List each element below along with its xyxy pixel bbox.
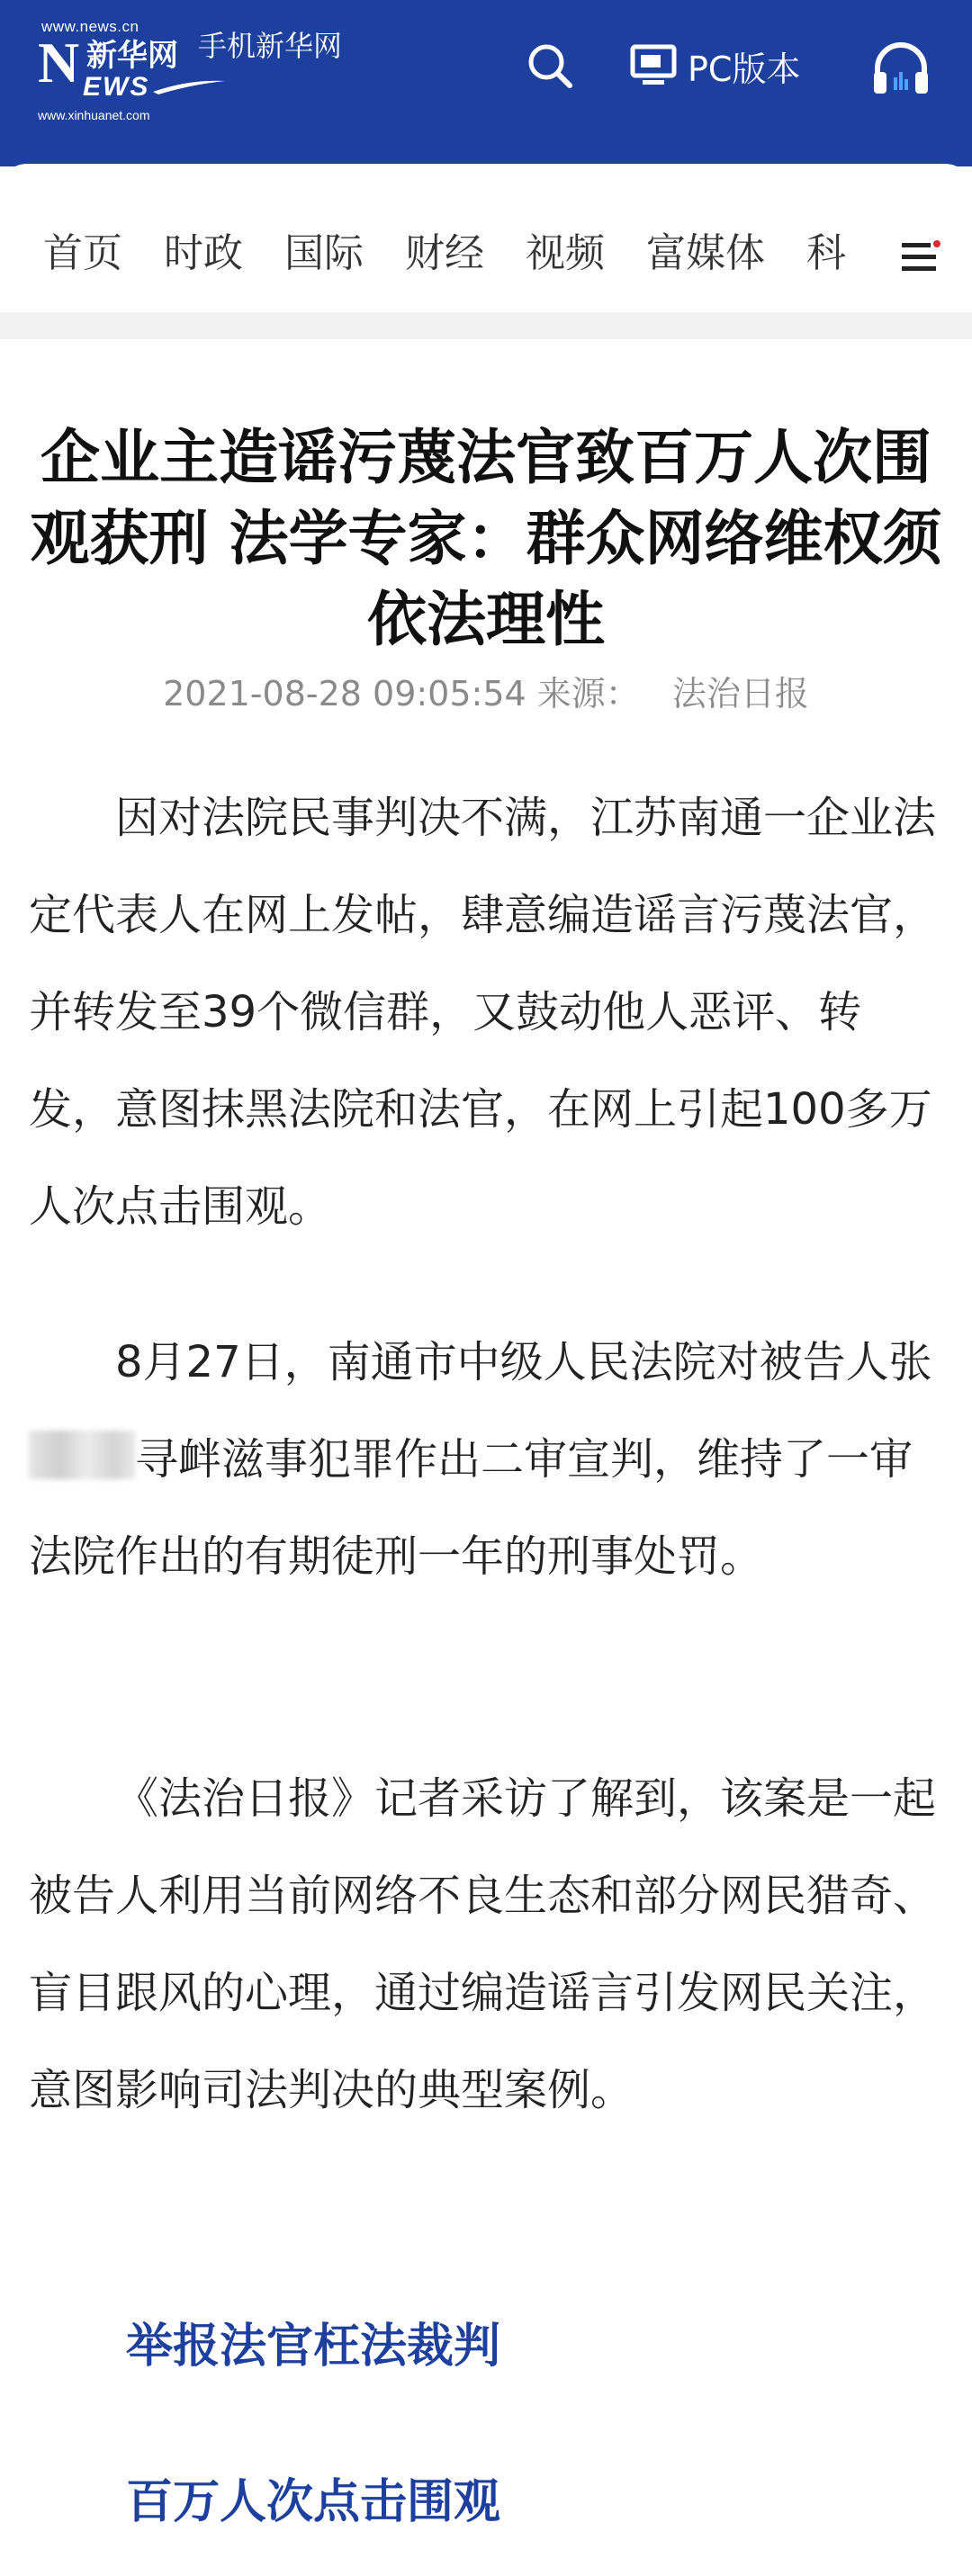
redacted-name [29, 1431, 135, 1479]
monitor-icon [630, 44, 677, 87]
logo-url-top: www.news.cn [41, 18, 140, 35]
search-icon [525, 40, 575, 91]
channel-nav [0, 164, 972, 312]
top-header [0, 0, 972, 166]
nav-item-video[interactable]: 视频 [526, 230, 605, 276]
nav-item-world[interactable]: 国际 [284, 230, 364, 276]
logo-ews: EWS [83, 72, 150, 102]
article-source-label: 来源： [536, 674, 640, 714]
menu-icon [898, 234, 943, 279]
nav-item-finance[interactable]: 财经 [405, 230, 484, 276]
nav-item-politics[interactable]: 时政 [164, 230, 243, 276]
search-button[interactable] [522, 38, 578, 94]
article-title: 企业主造谣污蔑法官致百万人次围观获刑 法学专家：群众网络维权须依法理性 [30, 423, 942, 655]
section-divider [0, 312, 972, 339]
mobile-site-title: 手机新华网 [198, 29, 343, 63]
logo-letter: N [38, 31, 80, 94]
headphones-icon [870, 40, 932, 97]
xinhua-logo[interactable] [38, 18, 209, 124]
nav-item-tech[interactable]: 科 [806, 230, 846, 276]
pc-version-button[interactable] [630, 38, 800, 94]
article-paragraph-1: 因对法院民事判决不满，江苏南通一企业法定代表人在网上发帖，肆意编造谣言污蔑法官，并转发至39个微信群，又鼓动他人恶评、转发，意图抹黑法院和法官，在网上引起100多万人次点击围观。 [29, 793, 937, 1232]
article-datetime: 2021-08-28 09:05:54 [163, 674, 526, 714]
menu-button[interactable] [898, 234, 943, 279]
pc-version-label: PC版本 [688, 49, 801, 89]
paragraph-2-part-2: 寻衅滋事犯罪作出二审宣判，维持了一审法院作出的有期徒刑一年的刑事处罚。 [29, 1434, 914, 1582]
article-source: 法治日报 [671, 674, 809, 714]
article-paragraph-3: 《法治日报》记者采访了解到，该案是一起被告人利用当前网络不良生态和部分网民猎奇、盲目跟风的心理，通过编造谣言引发网民关注，意图影响司法判决的典型案例。 [29, 1773, 937, 2115]
section-heading-2: 百万人次点击围观 [126, 2475, 501, 2529]
audio-button[interactable] [868, 36, 933, 101]
logo-url-bottom: www.xinhuanet.com [38, 108, 150, 122]
channel-nav-list [43, 227, 907, 281]
article-paragraph-2 [29, 1314, 943, 1605]
logo-cn-name: 新华网 [86, 38, 178, 74]
paragraph-2-part-1: 8月27日，南通市中级人民法院对被告人张 [115, 1337, 932, 1387]
nav-item-rich-media[interactable]: 富媒体 [646, 230, 765, 276]
article-meta [0, 666, 972, 715]
logo-swoosh-icon [153, 77, 225, 95]
section-heading-1: 举报法官枉法裁判 [126, 2320, 501, 2374]
nav-item-home[interactable]: 首页 [43, 230, 122, 276]
